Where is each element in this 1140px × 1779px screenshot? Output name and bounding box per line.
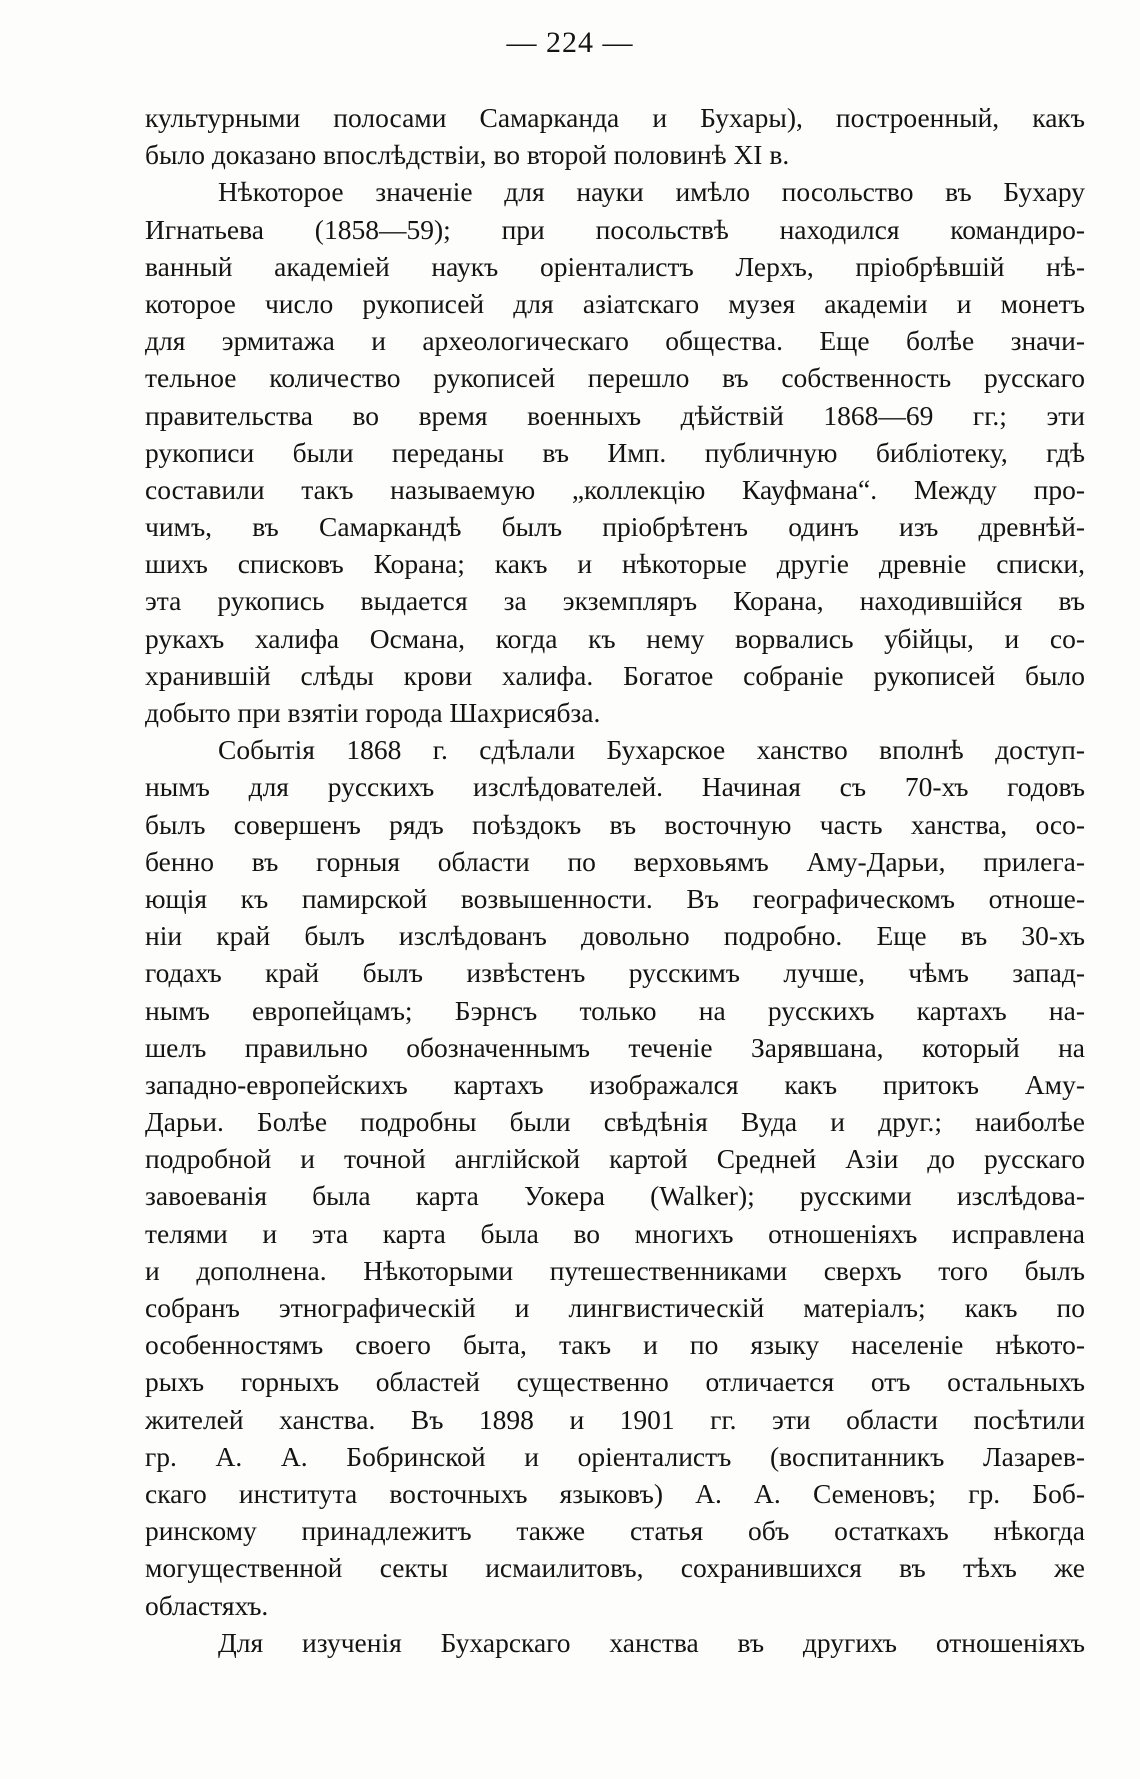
paragraph-first-line: Нѣкоторое значеніе для науки имѣло посольство въ Бухару <box>218 176 1085 208</box>
text-line: годахъ край былъ извѣстенъ русскимъ лучше, чѣмъ запад- <box>145 957 1085 989</box>
text-line: хранившій слѣды крови халифа. Богатое собраніе рукописей было <box>145 659 1085 691</box>
text-line: былъ совершенъ рядъ поѣздокъ въ восточную часть ханства, осо- <box>145 808 1085 840</box>
text-line: телями и эта карта была во многихъ отношеніяхъ исправлена <box>145 1217 1085 1249</box>
text-line: Игнатьева (1858—59); при посольствѣ находился командиро- <box>145 213 1085 245</box>
text-line: шихъ списковъ Корана; какъ и нѣкоторые другіе древніе списки, <box>145 548 1085 580</box>
text-line: собранъ этнографическій и лингвистическій матеріалъ; какъ по <box>145 1292 1085 1323</box>
text-line: ніи край былъ изслѣдованъ довольно подробно. Еще въ 30-хъ <box>145 920 1085 952</box>
text-line: составили такъ называемую „коллекцію Кауфмана“. Между про- <box>145 473 1085 505</box>
text-line: областяхъ. <box>145 1589 269 1621</box>
paragraph-first-line: Для изученія Бухарскаго ханства въ другихъ отношеніяхъ <box>218 1626 1085 1658</box>
text-line: было доказано впослѣдствіи, во второй половинѣ XI в. <box>145 139 790 171</box>
page-number: — 224 — <box>506 26 634 59</box>
text-line: и дополнена. Нѣкоторыми путешественниками сверхъ того былъ <box>145 1254 1085 1286</box>
text-line: которое число рукописей для азіатскаго музея академіи и монетъ <box>145 287 1085 319</box>
text-line: ринскому принадлежитъ также статья объ остаткахъ нѣкогда <box>145 1515 1085 1547</box>
text-line: подробной и точной англійской картой Средней Азіи до русскаго <box>145 1143 1085 1175</box>
text-line: эта рукопись выдается за экземпляръ Корана, находившійся въ <box>145 585 1085 617</box>
body-text <box>145 99 1085 1661</box>
text-line: рукахъ халифа Османа, когда къ нему ворвались убійцы, и со- <box>145 622 1085 654</box>
text-line: особенностямъ своего быта, такъ и по языку населеніе нѣкото- <box>145 1329 1085 1361</box>
text-line: нымъ европейцамъ; Бэрнсъ только на русскихъ картахъ на- <box>145 994 1085 1026</box>
text-line: ванный академіей наукъ оріенталистъ Лерхъ, пріобрѣвшій нѣ- <box>145 250 1085 282</box>
text-line: завоеванія была карта Уокера (Walker); русскими изслѣдова- <box>145 1180 1085 1212</box>
text-line: чимъ, въ Самаркандѣ былъ пріобрѣтенъ одинъ изъ древнѣй- <box>145 511 1085 543</box>
text-line: добыто при взятіи города Шахрисябза. <box>145 697 601 728</box>
text-line: могущественной секты исмаилитовъ, сохранившихся въ тѣхъ же <box>145 1552 1085 1584</box>
text-line: скаго института восточныхъ языковъ) А. А. Семеновъ; гр. Боб- <box>145 1477 1085 1509</box>
text-line: шелъ правильно обозначеннымъ теченіе Зарявшана, который на <box>145 1031 1085 1063</box>
text-line: культурными полосами Самарканда и Бухары), построенный, какъ <box>145 102 1085 133</box>
text-line: западно-европейскихъ картахъ изображался какъ притокъ Аму- <box>145 1068 1085 1100</box>
text-line: рукописи были переданы въ Имп. публичную библіотеку, гдѣ <box>145 436 1085 468</box>
text-line: жителей ханства. Въ 1898 и 1901 гг. эти области посѣтили <box>145 1403 1085 1435</box>
text-line: правительства во время военныхъ дѣйствій 1868—69 гг.; эти <box>145 399 1085 431</box>
text-line: бенно въ горныя области по верховьямъ Аму-Дарьи, прилега- <box>145 845 1085 877</box>
text-line: ющія къ памирской возвышенности. Въ географическомъ отноше- <box>145 882 1085 914</box>
text-line: для эрмитажа и археологическаго общества. Еще болѣе значи- <box>145 325 1085 357</box>
paragraph-first-line: Событія 1868 г. сдѣлали Бухарское ханство вполнѣ доступ- <box>218 734 1085 766</box>
text-line: Дарьи. Болѣе подробны были свѣдѣнія Вуда и друг.; наиболѣе <box>145 1106 1085 1138</box>
text-line: нымъ для русскихъ изслѣдователей. Начиная съ 70-хъ годовъ <box>145 771 1085 803</box>
text-line: тельное количество рукописей перешло въ собственность русскаго <box>145 362 1085 394</box>
text-line: рыхъ горныхъ областей существенно отличается отъ остальныхъ <box>145 1366 1085 1398</box>
text-line: гр. А. А. Бобринской и оріенталистъ (воспитанникъ Лазарев- <box>145 1440 1085 1472</box>
